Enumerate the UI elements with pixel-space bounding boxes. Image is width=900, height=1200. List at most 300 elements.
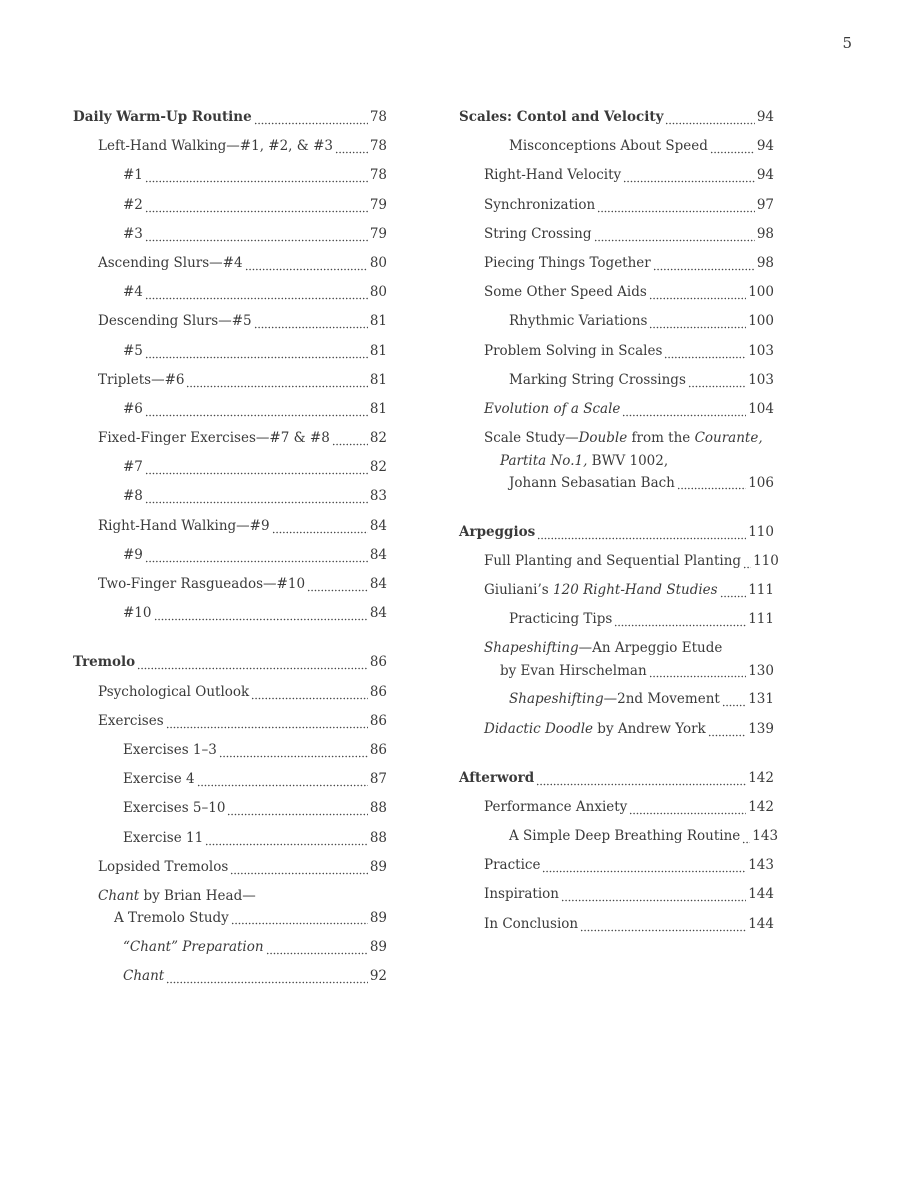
toc-entry-title: #2 [123, 196, 143, 213]
toc-entry-title: “Chant” Preparation [123, 938, 264, 955]
toc-entry-line [509, 307, 774, 336]
toc-entry[interactable] [73, 824, 387, 853]
toc-entry-title: Exercise 11 [123, 829, 204, 846]
dot-leader [307, 570, 368, 599]
toc-entry[interactable] [459, 220, 774, 249]
page-ref: 81 [369, 371, 387, 388]
toc-entry[interactable] [73, 541, 387, 570]
toc-entry-title: #6 [123, 400, 143, 417]
dot-leader [653, 249, 755, 278]
toc-entry-line [98, 366, 387, 395]
toc-entry-line [484, 191, 774, 220]
toc-entry[interactable] [459, 307, 774, 336]
toc-entry[interactable] [73, 765, 387, 794]
toc-entry-line [98, 678, 387, 707]
page-ref: 78 [369, 138, 387, 155]
toc-entry[interactable] [459, 395, 774, 424]
toc-entry[interactable] [459, 366, 774, 395]
toc-entry-title: #3 [123, 225, 143, 242]
toc-section-heading[interactable] [73, 648, 387, 677]
dot-leader [536, 764, 746, 793]
toc-section [459, 103, 774, 498]
toc-entry-title: Right-Hand Walking—#9 [98, 517, 270, 534]
toc-entry-title: #7 [123, 459, 143, 476]
dot-leader [230, 853, 368, 882]
page-ref: 86 [369, 683, 387, 700]
dot-leader [145, 337, 368, 366]
page-ref: 94 [756, 167, 774, 184]
toc-entry[interactable] [459, 851, 774, 880]
page-ref: 103 [748, 342, 774, 359]
dot-leader [623, 161, 755, 190]
toc-entry-title [509, 685, 720, 714]
toc-entry-line [73, 103, 387, 132]
page-ref: 83 [369, 488, 387, 505]
toc-entry[interactable] [73, 736, 387, 765]
toc-entry-title: Fixed-Finger Exercises—#7 & #8 [98, 430, 330, 447]
toc-entry-title: #1 [123, 167, 143, 184]
toc-entry-line [123, 541, 387, 570]
toc-entry[interactable] [73, 482, 387, 511]
toc-entry-title [484, 637, 722, 660]
toc-entry[interactable] [73, 882, 387, 933]
toc-entry-line [123, 482, 387, 511]
toc-entry-line [484, 660, 774, 683]
dot-leader [145, 453, 368, 482]
page-ref: 100 [748, 313, 774, 330]
page-ref: 144 [748, 886, 774, 903]
toc-entry-title: Exercises [98, 712, 164, 729]
toc-entry-line [123, 824, 387, 853]
page-ref: 80 [369, 284, 387, 301]
title-segment: by Brian Head— [139, 887, 256, 904]
toc-entry-line [459, 518, 774, 547]
dot-leader [743, 547, 751, 576]
dot-leader [580, 910, 746, 939]
title-segment: Johann Sebasatian Bach [509, 475, 675, 492]
toc-entry-title: Synchronization [484, 196, 596, 213]
page-ref: 104 [748, 400, 774, 417]
toc-entry[interactable] [73, 132, 387, 161]
page-ref: 89 [369, 858, 387, 875]
dot-leader [145, 220, 368, 249]
toc-entry[interactable] [459, 822, 779, 851]
toc-entry-title [114, 907, 229, 930]
toc-entry[interactable] [459, 337, 774, 366]
toc-entry-line [484, 547, 779, 576]
toc-section-heading[interactable] [459, 518, 774, 547]
toc-entry[interactable] [459, 278, 774, 307]
toc-entry-line [123, 736, 387, 765]
dot-leader [145, 191, 368, 220]
page-ref: 144 [748, 915, 774, 932]
dot-leader [245, 249, 368, 278]
toc-entry-line [123, 765, 387, 794]
toc-entry-title: Ascending Slurs—#4 [98, 254, 243, 271]
page-ref: 84 [369, 517, 387, 534]
toc-entry-title: Left-Hand Walking—#1, #2, & #3 [98, 138, 333, 155]
toc-entry-title: Scales: Contol and Velocity [459, 109, 664, 125]
toc-entry-line [123, 278, 387, 307]
toc-entry-title: Descending Slurs—#5 [98, 313, 252, 330]
dot-leader [649, 278, 746, 307]
toc-entry[interactable] [73, 424, 387, 453]
toc-entry[interactable] [459, 249, 774, 278]
toc-entry-line [484, 851, 774, 880]
page-ref: 110 [753, 552, 779, 569]
toc-entry-title: Two-Finger Rasgueados—#10 [98, 576, 306, 592]
toc-entry-title [500, 450, 668, 473]
toc-entry-title: Some Other Speed Aids [484, 284, 647, 301]
toc-entry-line [123, 794, 387, 823]
toc-entry-line [484, 395, 774, 424]
dot-leader [597, 191, 755, 220]
page-ref: 131 [748, 691, 774, 708]
toc-entry-title: Exercises 5–10 [123, 800, 226, 817]
page-ref: 86 [369, 654, 387, 671]
dot-leader [537, 518, 746, 547]
toc-section [459, 764, 779, 939]
page-ref: 86 [369, 741, 387, 758]
toc-section [73, 103, 387, 628]
title-segment: by Evan Hirschelman [500, 662, 647, 679]
toc-entry[interactable] [73, 249, 387, 278]
toc-entry-title: Rhythmic Variations [509, 313, 648, 330]
dot-leader [145, 541, 368, 570]
page-ref: 139 [748, 720, 774, 737]
toc-entry-line [123, 337, 387, 366]
toc-entry-title: #4 [123, 284, 143, 301]
dot-leader [629, 793, 746, 822]
toc-entry-line [509, 366, 774, 395]
toc-entry[interactable] [73, 678, 387, 707]
toc-entry-title: Chant [123, 968, 165, 985]
toc-entry-title: A Simple Deep Breathing Routine [509, 828, 741, 845]
toc-entry-title: Arpeggios [459, 523, 536, 540]
title-segment: Shapeshifting [509, 691, 604, 708]
dot-leader [614, 605, 746, 634]
toc-entry-title: Practice [484, 857, 541, 874]
toc-entry-line [98, 307, 387, 336]
title-segment: Courante, [694, 430, 763, 447]
toc-entry[interactable] [73, 307, 387, 336]
toc-entry-line [123, 161, 387, 190]
toc-entry-line [484, 161, 774, 190]
toc-entry-title: Lopsided Tremolos [98, 858, 229, 875]
page-ref: 86 [369, 712, 387, 729]
title-segment: from the [627, 430, 695, 447]
title-segment: Didactic Doodle [484, 720, 594, 737]
page-ref: 100 [748, 284, 774, 301]
toc-entry-line [123, 453, 387, 482]
toc-entry-title: Afterword [459, 769, 535, 786]
toc-entry-line [484, 793, 774, 822]
dot-leader [649, 660, 747, 683]
page-ref: 92 [369, 968, 387, 985]
toc-entry-line [73, 648, 387, 677]
toc-entry[interactable] [73, 599, 387, 628]
page-ref: 82 [369, 459, 387, 476]
toc-entry[interactable] [459, 880, 774, 909]
dot-leader [649, 307, 746, 336]
page-ref: 80 [369, 254, 387, 271]
toc-entry[interactable] [459, 191, 774, 220]
toc-entry-title: Daily Warm-Up Routine [73, 109, 252, 125]
toc-entry[interactable] [73, 191, 387, 220]
dot-leader [186, 366, 367, 395]
title-segment: Scale Study— [484, 430, 579, 447]
toc-entry-title: Exercise 4 [123, 771, 195, 788]
page-ref: 142 [748, 769, 774, 786]
page-ref: 142 [748, 798, 774, 815]
page-ref: 97 [756, 196, 774, 213]
toc-entry-line [123, 962, 387, 991]
page-ref: 84 [369, 576, 387, 592]
page-ref: 84 [369, 546, 387, 563]
toc-entry-line [484, 880, 774, 909]
toc-entry[interactable] [459, 576, 774, 605]
toc-entry-title [500, 660, 647, 683]
toc-entry-line [484, 910, 774, 939]
page-ref: 78 [369, 167, 387, 184]
toc-entry-line [98, 885, 387, 908]
toc-entry-line [509, 132, 774, 161]
toc-entry[interactable] [73, 366, 387, 395]
dot-leader [137, 648, 368, 677]
toc-entry[interactable] [73, 853, 387, 882]
toc-entry[interactable] [73, 707, 387, 736]
toc-entry-title: Psychological Outlook [98, 683, 250, 700]
title-segment: Chant [98, 887, 140, 904]
toc-entry[interactable] [73, 161, 387, 190]
toc-section [459, 518, 779, 744]
title-segment: Double [578, 430, 628, 447]
toc-entry[interactable] [459, 634, 774, 685]
toc-entry-title [509, 472, 675, 495]
page-ref: 89 [369, 910, 387, 927]
dot-leader [272, 512, 368, 541]
toc-entry-title: String Crossing [484, 225, 592, 242]
toc-entry-title: Marking String Crossings [509, 371, 686, 388]
toc-entry-title: Right-Hand Velocity [484, 167, 622, 184]
dot-leader [266, 933, 368, 962]
toc-entry[interactable] [459, 793, 774, 822]
toc-section-heading[interactable] [73, 103, 387, 132]
toc-entry-line [484, 472, 774, 495]
toc-entry-line [484, 427, 774, 450]
page-ref: 84 [369, 605, 387, 622]
toc-entry-title [484, 715, 706, 744]
toc-entry[interactable] [459, 161, 774, 190]
page-ref: 106 [748, 475, 774, 492]
toc-entry-line [484, 278, 774, 307]
toc-entry-line [98, 132, 387, 161]
toc-entry-title [484, 576, 718, 605]
toc-entry[interactable] [73, 220, 387, 249]
dot-leader [742, 822, 750, 851]
page-ref: 111 [748, 581, 774, 598]
toc-entry-line [484, 450, 774, 473]
toc-entry-line [484, 220, 774, 249]
toc-entry[interactable] [459, 547, 779, 576]
page-ref: 94 [756, 138, 774, 155]
title-segment: Giuliani’s [484, 581, 554, 598]
toc-entry-line [98, 853, 387, 882]
toc-entry-title: Piecing Things Together [484, 254, 651, 271]
page-ref: 81 [369, 313, 387, 330]
page-ref: 130 [748, 662, 774, 679]
toc-entry-line [484, 715, 774, 744]
toc-entry[interactable] [73, 794, 387, 823]
dot-leader [542, 851, 746, 880]
toc-entry[interactable] [73, 962, 387, 991]
toc-entry[interactable] [73, 395, 387, 424]
page-ref: 143 [752, 828, 779, 845]
toc-entry-title: Practicing Tips [509, 611, 613, 628]
page-ref: 81 [369, 342, 387, 359]
dot-leader [205, 824, 368, 853]
dot-leader [254, 307, 368, 336]
toc-entry-line [123, 191, 387, 220]
toc-entry-line [509, 685, 774, 714]
toc-entry-title: Evolution of a Scale [484, 400, 621, 417]
toc-entry[interactable] [73, 453, 387, 482]
toc-entry-line [98, 707, 387, 736]
toc-entry[interactable] [459, 910, 774, 939]
toc-entry-line [484, 249, 774, 278]
title-segment: A Tremolo Study [114, 910, 229, 927]
page-number: 5 [842, 34, 852, 52]
dot-leader [197, 765, 368, 794]
dot-leader [594, 220, 755, 249]
dot-leader [708, 715, 746, 744]
toc-entry[interactable] [459, 685, 774, 714]
dot-leader [688, 366, 746, 395]
toc-entry[interactable] [73, 337, 387, 366]
title-segment: 120 Right-Hand Studies [553, 581, 718, 598]
title-segment: —2nd Movement [603, 691, 720, 708]
dot-leader [145, 278, 368, 307]
toc-entry[interactable] [459, 715, 774, 744]
dot-leader [710, 132, 755, 161]
page-ref: 98 [756, 254, 774, 271]
dot-leader [166, 962, 368, 991]
page-ref: 88 [369, 800, 387, 817]
toc-entry-title: #10 [123, 605, 152, 622]
toc-entry-line [98, 424, 387, 453]
toc-entry-line [98, 907, 387, 930]
toc-entry[interactable] [459, 605, 774, 634]
toc-entry-line [98, 512, 387, 541]
toc-section-heading[interactable] [459, 103, 774, 132]
toc-entry[interactable] [73, 933, 387, 962]
toc-section [73, 648, 387, 991]
toc-entry-line [484, 637, 774, 660]
page-ref: 88 [369, 829, 387, 846]
title-segment: by Andrew York [593, 720, 706, 737]
dot-leader [664, 337, 746, 366]
title-segment: Partita No.1, [500, 452, 588, 469]
dot-leader [251, 678, 368, 707]
toc-entry-title: Performance Anxiety [484, 798, 628, 815]
dot-leader [219, 736, 368, 765]
dot-leader [677, 472, 746, 495]
dot-leader [231, 907, 368, 930]
toc-entry-line [98, 249, 387, 278]
toc-entry-line [459, 764, 774, 793]
title-segment: Shapeshifting [484, 640, 579, 657]
page-ref: 94 [756, 109, 774, 125]
dot-leader [145, 395, 368, 424]
toc-entry-line [509, 822, 779, 851]
page-ref: 82 [369, 430, 387, 447]
dot-leader [145, 482, 368, 511]
toc-entry-title: Triplets—#6 [98, 371, 185, 388]
toc-entry-line [123, 599, 387, 628]
toc-entry-line [484, 337, 774, 366]
toc-entry[interactable] [73, 512, 387, 541]
dot-leader [561, 880, 746, 909]
title-segment: —An Arpeggio Etude [578, 640, 723, 657]
dot-leader [622, 395, 746, 424]
toc-section-heading[interactable] [459, 764, 774, 793]
toc-entry-line [123, 933, 387, 962]
toc-entry[interactable] [459, 424, 774, 498]
dot-leader [332, 424, 368, 453]
page-ref: 110 [748, 523, 774, 540]
toc-entry-title: Misconceptions About Speed [509, 138, 708, 155]
toc-entry-title: #8 [123, 488, 143, 505]
page-ref: 78 [369, 109, 387, 125]
toc-entry-title: #5 [123, 342, 143, 359]
dot-leader [722, 685, 746, 714]
dot-leader [335, 132, 368, 161]
dot-leader [665, 103, 754, 132]
dot-leader [720, 576, 747, 605]
toc-entry-title: Full Planting and Sequential Planting [484, 552, 742, 569]
toc-entry-title: In Conclusion [484, 915, 579, 932]
toc-entry-title: Exercises 1–3 [123, 741, 217, 758]
dot-leader [154, 599, 368, 628]
toc-entry[interactable] [73, 278, 387, 307]
toc-entry-line [123, 220, 387, 249]
toc-entry-line [484, 576, 774, 605]
toc-right-column [459, 103, 779, 959]
toc-entry[interactable] [73, 570, 387, 599]
toc-entry[interactable] [459, 132, 774, 161]
page-ref: 87 [369, 771, 387, 788]
toc-entry-title: Problem Solving in Scales [484, 342, 663, 359]
page-ref: 81 [369, 400, 387, 417]
dot-leader [227, 794, 367, 823]
toc-entry-line [98, 570, 387, 599]
toc-entry-title [98, 885, 256, 908]
page-ref: 79 [369, 225, 387, 242]
page-ref: 98 [756, 225, 774, 242]
page-ref: 143 [748, 857, 774, 874]
toc-entry-line [459, 103, 774, 132]
toc-entry-title [484, 427, 763, 450]
toc-entry-line [123, 395, 387, 424]
page-ref: 111 [748, 611, 774, 628]
toc-entry-title: Tremolo [73, 654, 136, 671]
page-ref: 79 [369, 196, 387, 213]
dot-leader [166, 707, 368, 736]
page-ref: 89 [369, 938, 387, 955]
title-segment: BWV 1002, [587, 452, 669, 469]
toc-entry-title: Inspiration [484, 886, 559, 903]
toc-entry-title: #9 [123, 546, 143, 563]
